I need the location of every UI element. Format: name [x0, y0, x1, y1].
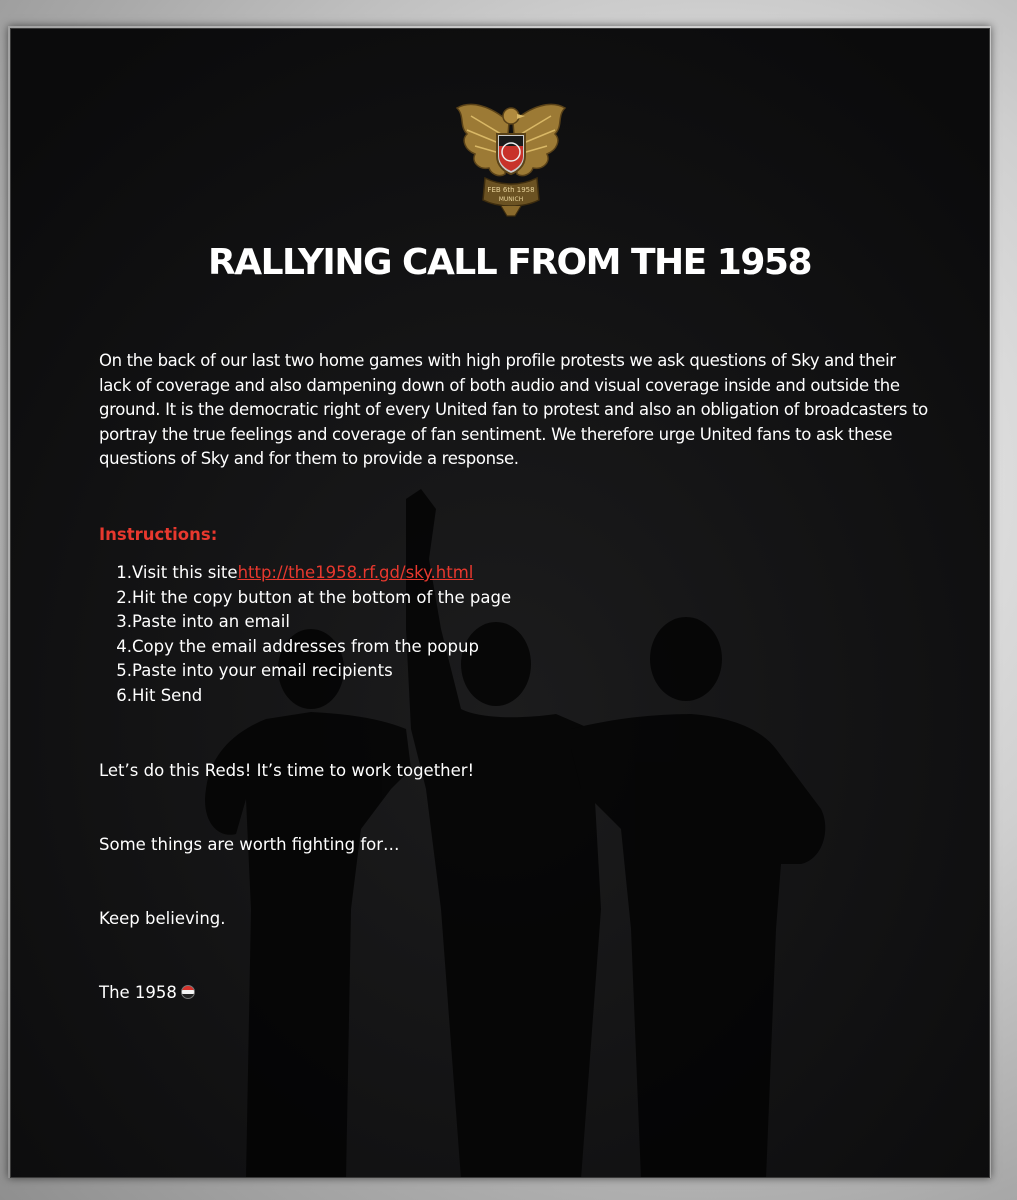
instructions-heading: Instructions:: [99, 525, 218, 544]
crest-place-text: MUNICH: [498, 196, 524, 203]
closing-line-fighting: Some things are worth fighting for…: [99, 835, 400, 854]
closing-line-reds: Let’s do this Reds! It’s time to work together!: [99, 761, 475, 780]
step-text: Hit Send: [132, 685, 203, 705]
step-number: 4.: [116, 636, 132, 656]
crest-logo: [451, 94, 571, 219]
signature-line: [99, 981, 195, 1006]
instructions-list: [99, 561, 511, 708]
closing-line-believing: Keep believing.: [99, 909, 226, 928]
step-number: 5.: [116, 661, 132, 680]
list-item: [99, 586, 511, 611]
step-number: 1.: [116, 563, 132, 582]
step-text: Hit the copy button at the bottom of the page: [132, 587, 512, 607]
document-page: [10, 28, 990, 1178]
signature-text: The 1958: [99, 983, 177, 1002]
step-text: Copy the email addresses from the popup: [132, 636, 479, 656]
page-title: RALLYING CALL FROM THE 1958: [208, 242, 811, 283]
sky-site-link[interactable]: http://the1958.rf.gd/sky.html: [237, 563, 474, 582]
step-text: Visit this site: [132, 563, 238, 582]
list-item: [99, 684, 511, 709]
step-number: 3.: [116, 612, 132, 631]
list-item: [99, 610, 511, 635]
crest-date-text: FEB 6th 1958: [487, 186, 535, 194]
list-item: [99, 635, 511, 660]
step-number: 2.: [116, 587, 132, 607]
list-item: [99, 659, 511, 684]
list-item: [99, 561, 511, 586]
flag-icon: [181, 985, 195, 999]
step-number: 6.: [116, 685, 132, 705]
step-text: Paste into an email: [132, 612, 290, 631]
intro-paragraph: On the back of our last two home games with high profile protests we ask questions of Sky and their lack of coverage and also dampening down of both audio and visual coverage inside and outside the ground. It is the democratic right of every United fan to protest and also an obligation of broadcasters to portray the true feelings and coverage of fan sentiment. We therefore urge United fans to ask these questions of Sky and for them to provide a response.: [99, 351, 928, 468]
step-text: Paste into your email recipients: [132, 661, 393, 680]
